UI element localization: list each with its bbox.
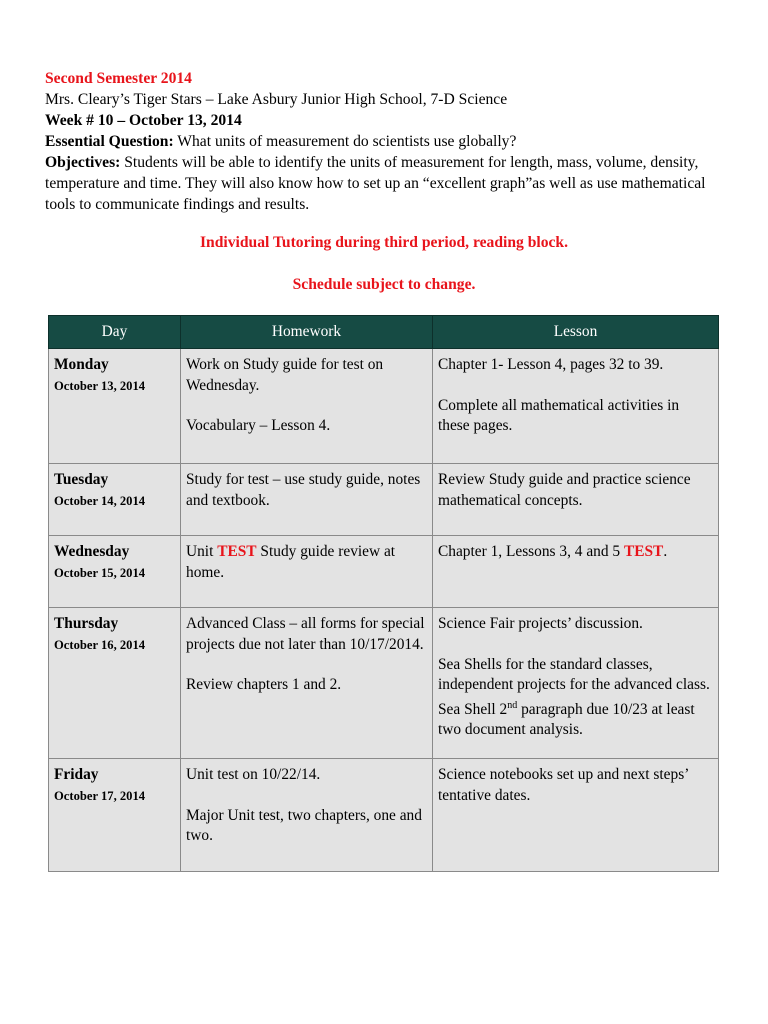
header-day: Day <box>49 316 181 349</box>
homework-text: Study for test – use study guide, notes and textbook. <box>186 471 421 509</box>
schedule-table <box>48 315 719 872</box>
class-line: Mrs. Cleary’s Tiger Stars – Lake Asbury Junior High School, 7-D Science <box>45 91 508 108</box>
day-name: Monday <box>54 356 109 373</box>
lesson-text <box>438 655 713 741</box>
day-name: Friday <box>54 766 99 783</box>
day-date: October 15, 2014 <box>54 565 146 580</box>
lesson-cell <box>433 464 719 536</box>
schedule-notice: Schedule subject to change. <box>292 276 476 293</box>
lesson-text: Chapter 1- Lesson 4, pages 32 to 39. <box>438 356 664 373</box>
homework-cell <box>181 349 433 464</box>
homework-text: Unit test on 10/22/14. <box>186 766 321 783</box>
day-date: October 14, 2014 <box>54 493 146 508</box>
day-date: October 17, 2014 <box>54 788 146 803</box>
semester-title: Second Semester 2014 <box>45 70 192 87</box>
lesson-text-part: paragraph due 10/23 at least two document analysis. <box>438 700 695 739</box>
homework-cell <box>181 536 433 608</box>
lesson-text-part: . <box>663 543 668 560</box>
day-cell <box>49 464 181 536</box>
lesson-cell <box>433 759 719 872</box>
day-cell <box>49 608 181 759</box>
test-emphasis: TEST <box>623 543 664 560</box>
homework-text-part: Unit <box>186 543 218 560</box>
objectives <box>45 152 735 215</box>
table-header-row <box>49 316 719 349</box>
lesson-cell <box>433 536 719 608</box>
essential-question-label: Essential Question: <box>45 133 174 150</box>
day-cell <box>49 759 181 872</box>
lesson-text-part: Sea Shells for the standard classes, independent projects for the advanced class. Sea Shell 2 <box>438 655 710 718</box>
document-header <box>45 68 735 215</box>
lesson-text: Science Fair projects’ discussion. <box>438 615 643 632</box>
header-lesson: Lesson <box>433 316 719 349</box>
table-row <box>49 759 719 872</box>
homework-text: Work on Study guide for test on Wednesday. <box>186 356 384 394</box>
day-cell <box>49 349 181 464</box>
day-cell <box>49 536 181 608</box>
homework-text: Advanced Class – all forms for special projects due not later than 10/17/2014. <box>186 615 425 653</box>
day-name: Thursday <box>54 615 119 632</box>
day-name: Wednesday <box>54 543 130 560</box>
table-row <box>49 464 719 536</box>
homework-text: Major Unit test, two chapters, one and two. <box>186 806 422 844</box>
day-date: October 13, 2014 <box>54 378 146 393</box>
objectives-text: Students will be able to identify the units of measurement for length, mass, volume, density, temperature and time. They will also know how to set up an “excellent graph”as well as use mathematical tools to communicate findings and results. <box>45 154 706 213</box>
homework-text: Review chapters 1 and 2. <box>186 676 342 693</box>
lesson-cell <box>433 349 719 464</box>
homework-cell <box>181 464 433 536</box>
homework-text <box>186 542 427 583</box>
lesson-text: Complete all mathematical activities in these pages. <box>438 396 680 434</box>
objectives-label: Objectives: <box>45 154 121 171</box>
essential-question <box>45 131 735 152</box>
table-row <box>49 349 719 464</box>
ordinal-suffix: nd <box>507 699 518 711</box>
homework-cell <box>181 759 433 872</box>
day-date: October 16, 2014 <box>54 637 146 652</box>
lesson-text: Review Study guide and practice science mathematical concepts. <box>438 471 691 509</box>
lesson-cell <box>433 608 719 759</box>
week-line: Week # 10 – October 13, 2014 <box>45 112 242 129</box>
table-row <box>49 536 719 608</box>
test-emphasis: TEST <box>217 543 257 560</box>
homework-cell <box>181 608 433 759</box>
lesson-text-part: Chapter 1, Lessons 3, 4 and 5 <box>438 543 624 560</box>
tutoring-notice: Individual Tutoring during third period, reading block. <box>199 234 568 251</box>
header-homework: Homework <box>181 316 433 349</box>
day-name: Tuesday <box>54 471 109 488</box>
table-row <box>49 608 719 759</box>
essential-question-text: What units of measurement do scientists use globally? <box>173 133 517 150</box>
homework-text: Vocabulary – Lesson 4. <box>186 417 331 434</box>
lesson-text <box>438 542 713 563</box>
lesson-text: Science notebooks set up and next steps’ tentative dates. <box>438 766 689 804</box>
homework-text-part: Study guide review at home. <box>186 543 396 581</box>
